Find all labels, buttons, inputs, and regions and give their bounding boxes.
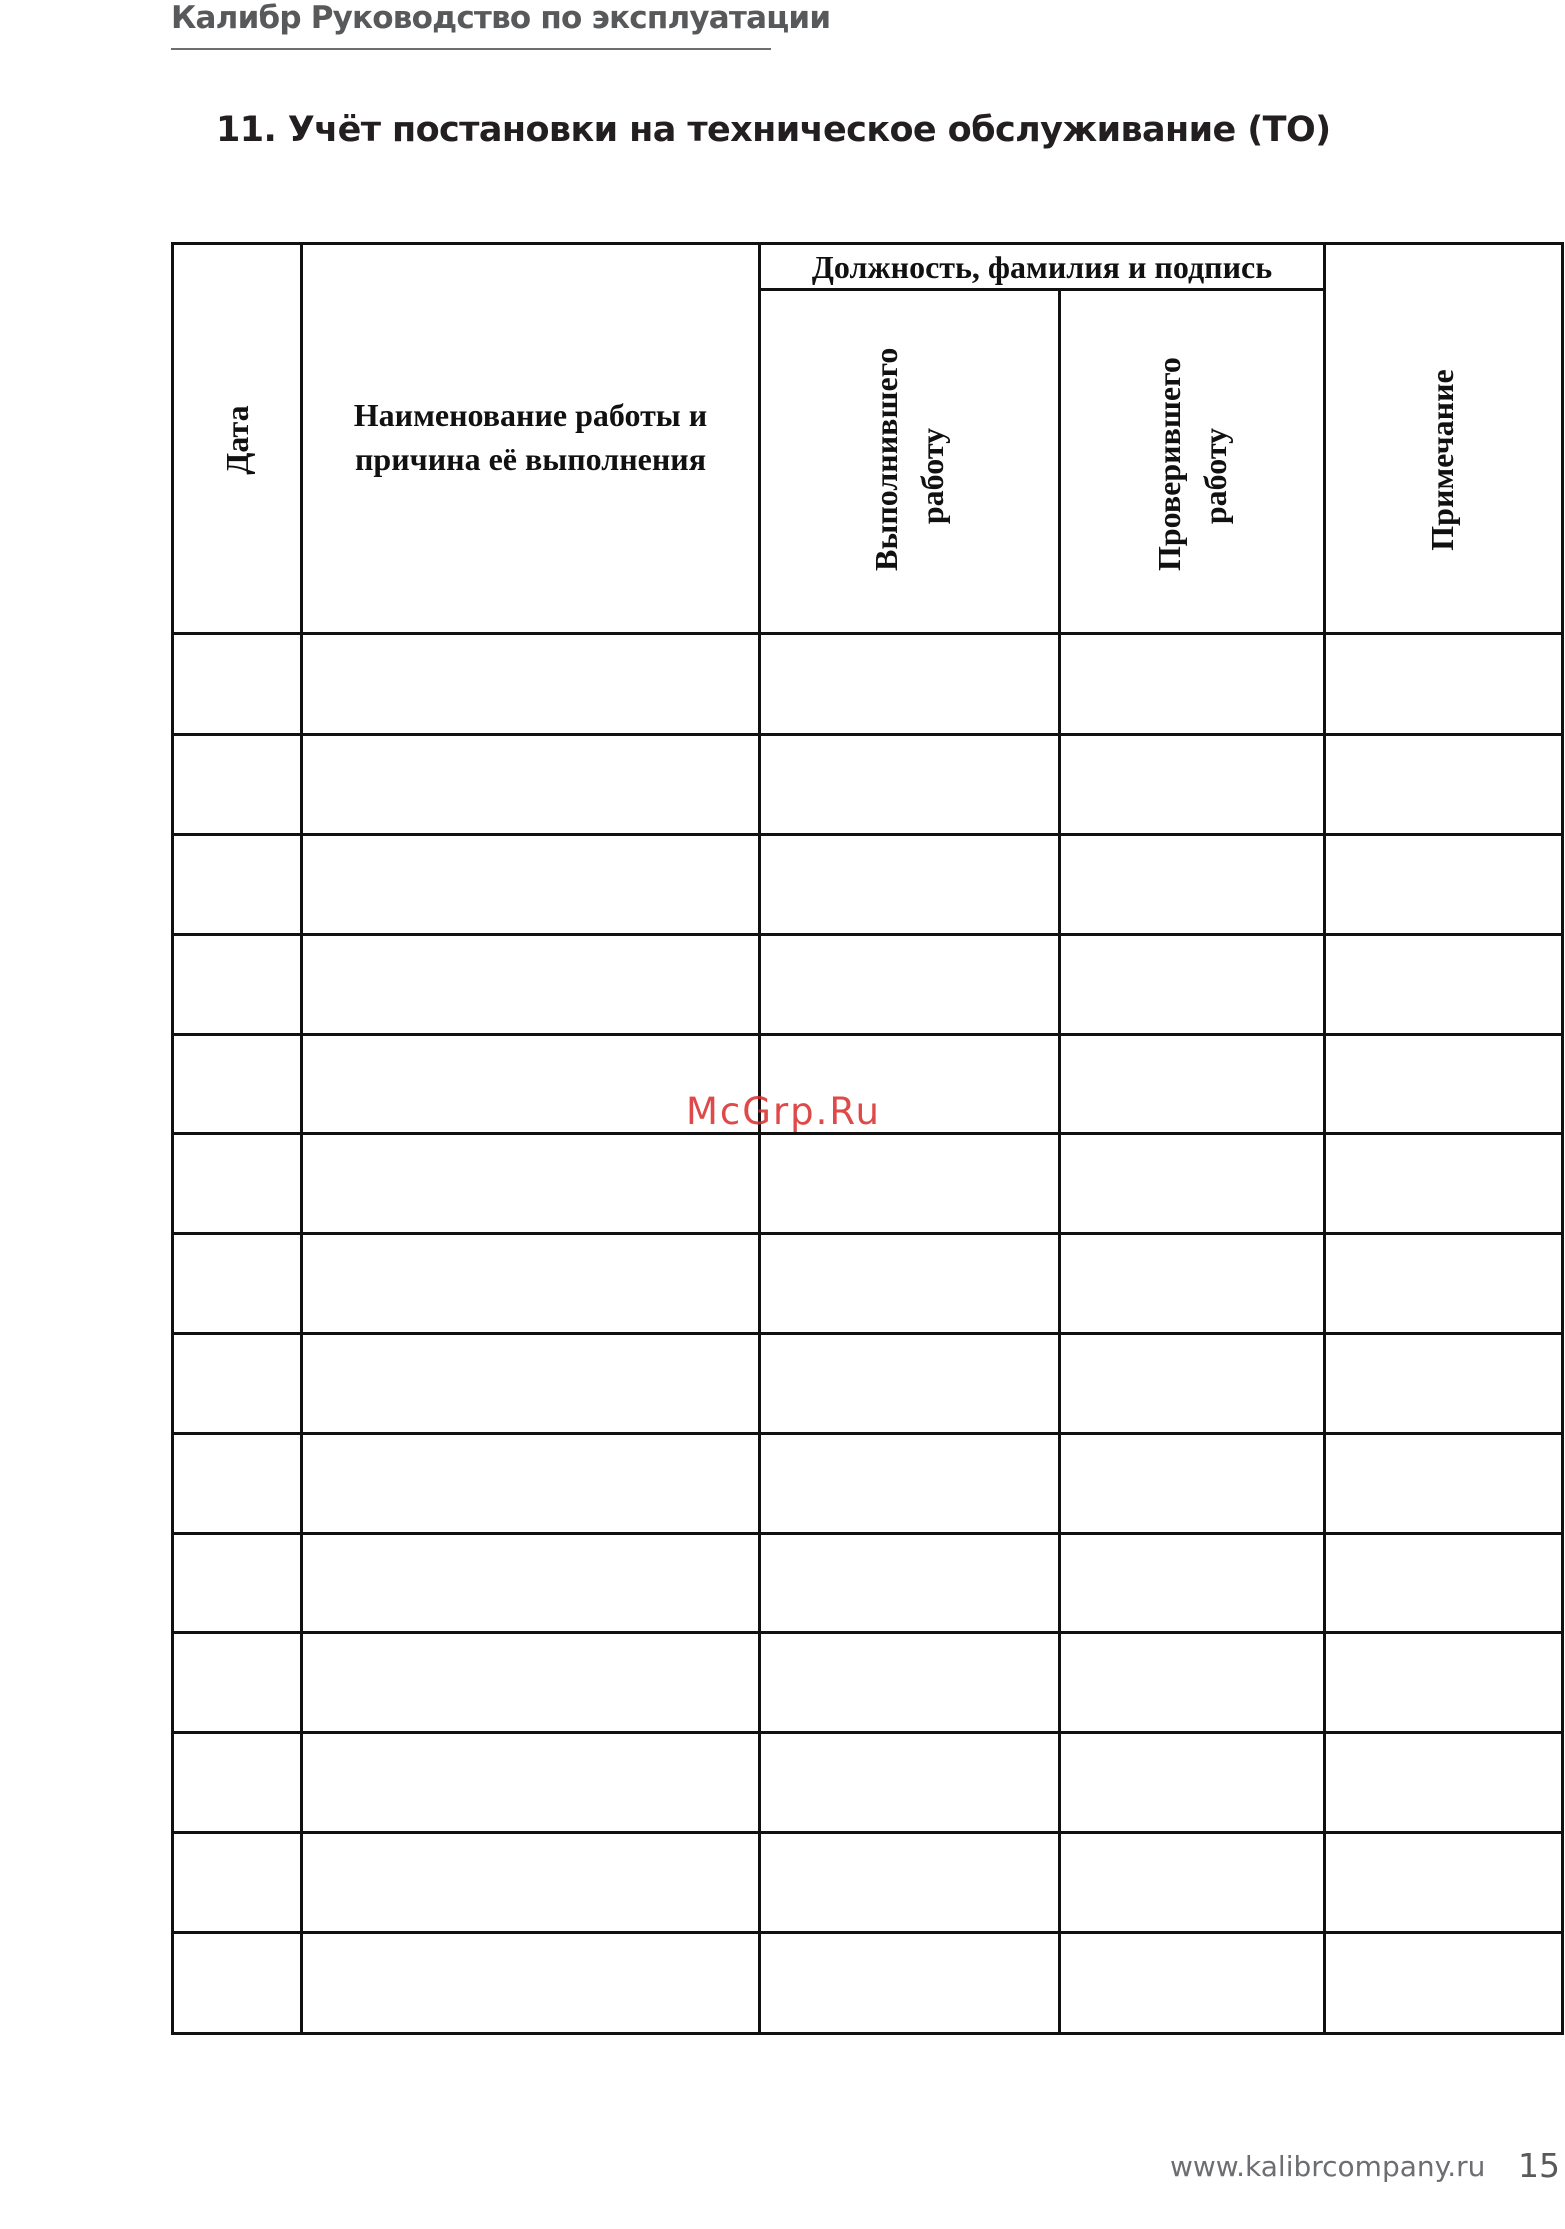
footer-url[interactable]: www.kalibrcompany.ru — [1170, 2150, 1486, 2183]
row-divider — [174, 933, 1561, 936]
header-checked-line1: Проверившего — [1151, 357, 1187, 571]
row-divider — [174, 1332, 1561, 1335]
group-header-divider — [758, 288, 1326, 291]
watermark: McGrp.Ru — [686, 1090, 881, 1133]
header-work-name-line1: Наименование работы и — [353, 397, 708, 433]
column-divider — [1058, 288, 1061, 2032]
row-divider — [174, 1831, 1561, 1834]
header-bottom-line — [174, 632, 1561, 635]
header-note: Примечание — [1424, 369, 1460, 551]
running-header — [171, 0, 831, 50]
maintenance-log-table — [171, 242, 1564, 2035]
running-title: Калибр Руководство по эксплуатации — [171, 0, 831, 36]
row-divider — [174, 1432, 1561, 1435]
row-divider — [174, 1532, 1561, 1535]
row-divider — [174, 1631, 1561, 1634]
header-date: Дата — [219, 405, 255, 475]
row-divider — [174, 733, 1561, 736]
header-checked-line2: работу — [1197, 427, 1233, 525]
column-divider — [1323, 245, 1326, 2032]
row-divider — [174, 1033, 1561, 1036]
row-divider — [174, 1731, 1561, 1734]
row-divider — [174, 1232, 1561, 1235]
column-divider — [300, 245, 303, 2032]
header-performed-line1: Выполнившего — [868, 347, 904, 571]
header-performed — [863, 347, 955, 571]
section-title: 11. Учёт постановки на техническое обслуживание (ТО) — [216, 110, 1331, 150]
page-number: 15 — [1518, 2146, 1560, 2185]
header-checked — [1146, 357, 1238, 571]
header-work-name — [303, 393, 758, 481]
header-position-group: Должность, фамилия и подпись — [811, 249, 1273, 285]
row-divider — [174, 833, 1561, 836]
row-divider — [174, 1931, 1561, 1934]
header-work-name-line2: причина её выполнения — [354, 441, 707, 477]
column-divider — [758, 245, 761, 2032]
header-performed-line2: работу — [914, 427, 950, 525]
